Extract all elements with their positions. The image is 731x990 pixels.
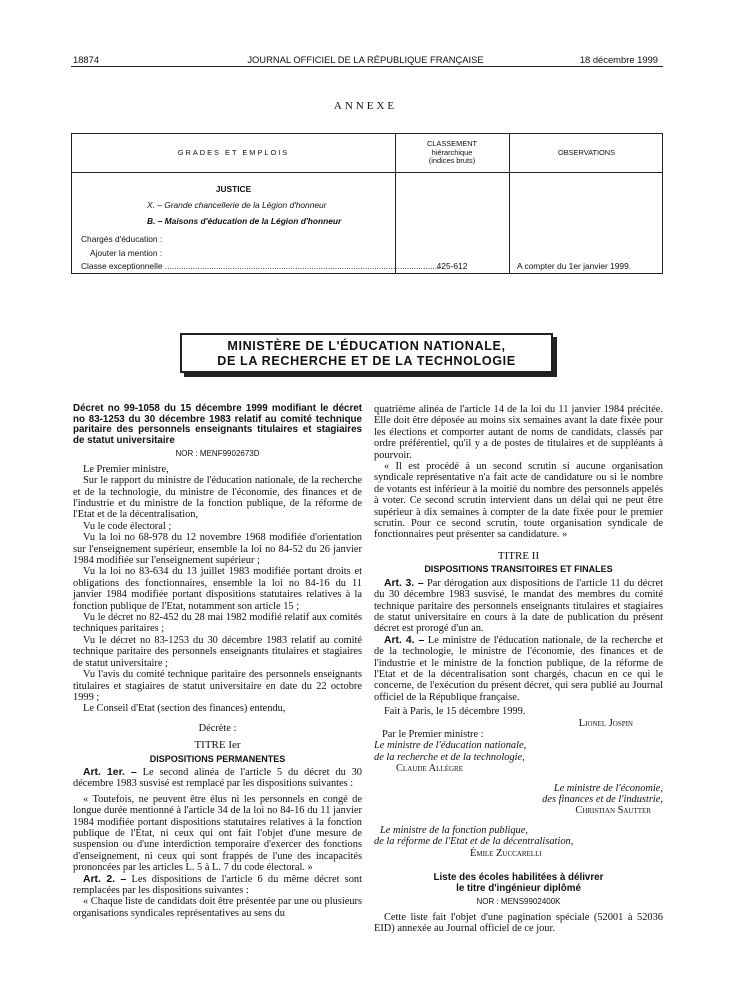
ministry-line-2: DE LA RECHERCHE ET DE LA TECHNOLOGIE xyxy=(217,354,516,368)
article-1 xyxy=(73,767,362,790)
article-3 xyxy=(374,578,663,635)
rapport-paragraph: Sur le rapport du ministre de l'éducation nationale, de la recherche et de la technologie, du ministre de l'économie, des finances et de l'industrie et du ministre de la fonction publique, de la réforme de l'Etat et de la décentralisation, xyxy=(73,475,362,521)
issue-date: 18 décembre 1999 xyxy=(579,54,658,65)
leader-dots: ...................................................................................................................... xyxy=(162,261,440,271)
minister-education-line-2: de la recherche et de la technologie, xyxy=(374,751,525,763)
signature-education: Claude Allègre xyxy=(396,763,464,775)
visa-5: Vu le décret no 83-1253 du 30 décembre 1983 relatif au comité technique paritaire des personnels enseignants titulaires et stagiaires de statut universitaire ; xyxy=(73,634,362,669)
article-4-label: Art. 4. – xyxy=(384,634,425,646)
ministry-box-inner xyxy=(181,334,552,372)
table-header-rule xyxy=(72,172,662,173)
article-4 xyxy=(374,635,663,703)
table-section-justice: JUSTICE xyxy=(215,184,252,194)
article-4-text: Le ministre de l'éducation nationale, de la recherche et de la technologie, le ministre de l'économie, des finances et de l'industrie et le ministre de la fonction publique, de la réforme de l'Etat et de la décentralisation sont chargés, chacun en ce qui le concerne, de l'exécution du présent décret, qui sera publié au Journal officiel de la République française. xyxy=(374,634,663,703)
article-1-text: Le second alinéa de l'article 5 du décret du 30 décembre 1983 susvisé est remplacé par les dispositions suivantes : xyxy=(73,766,362,790)
article-3-label: Art. 3. – xyxy=(384,577,424,589)
table-cell-observation: A compter du 1er janvier 1999. xyxy=(517,261,632,271)
article-2-continued: quatrième alinéa de l'article 14 de la loi du 11 janvier 1984 précitée. Elle doit être déposée au moins six semaines avant la date fixée pour les élections et comporter autant de noms de candidats, classés par ordre préférentiel, qu'il y a de postes de titulaires et de suppléants à pourvoir. xyxy=(374,404,663,461)
visa-7: Le Conseil d'Etat (section des finances) entendu, xyxy=(83,703,286,715)
classement-line-1: CLASSEMENT xyxy=(426,139,478,148)
table-subsection-b: B. – Maisons d'éducation de la Légion d'honneur xyxy=(147,216,342,226)
titre-2: TITRE II xyxy=(497,549,540,562)
classe-label: Classe exceptionnelle xyxy=(81,261,163,271)
article-2-text: Les dispositions de l'article 6 du même décret sont remplacées par les dispositions suivantes : xyxy=(73,873,362,896)
visa-6: Vu l'avis du comité technique paritaire des personnels enseignants titulaires et stagiaires de statut universitaire en date du 22 octobre 1999 ; xyxy=(73,669,362,703)
left-column xyxy=(73,404,362,919)
article-1-label: Art. 1er. – xyxy=(83,766,137,778)
minister-fp-line-1: Le ministre de la fonction publique, xyxy=(380,824,528,836)
article-2-label: Art. 2. – xyxy=(83,873,127,885)
table-header-observations: OBSERVATIONS xyxy=(557,148,616,157)
visa-1: Vu le code électoral ; xyxy=(83,520,172,532)
signature-fonction-publique: Émile Zuccarelli xyxy=(470,847,542,859)
article-3-text: Par dérogation aux dispositions de l'article 11 du décret du 30 décembre 1983 susvisé, le mandat des membres du comité technique paritaire des personnels enseignants titulaires et stagiaires de statut universitaire en cours à la date de publication du présent décret est prorogé d'un an. xyxy=(374,577,663,635)
liste-heading-2: le titre d'ingénieur diplômé xyxy=(456,882,581,894)
article-2-quote: « Chaque liste de candidats doit être présentée par une ou plusieurs organisations syndicales représentatives au sens du xyxy=(73,896,363,919)
article-1-quote: « Toutefois, ne peuvent être élus ni les personnels en congé de longue durée mentionné à l'article 34 de la loi no 84-16 du 11 janvier 1984 modifiée portant dispositions statutaires relatives à la fonction publique de l'Etat, ni ceux qui ont fait l'objet d'une mesure de suspension ou d'une interdiction temporaire d'exercer des fonctions d'enseignement, ni ceux qui sont frappés de l'une des incapacités prononcées par les articles L. 5 à L. 7 du code électoral. » xyxy=(73,793,362,874)
titre-2-subtitle: DISPOSITIONS TRANSITOIRES ET FINALES xyxy=(424,564,613,575)
page-number: 18874 xyxy=(73,54,100,65)
table-header-classement xyxy=(395,140,509,166)
classement-line-2: hiérarchique xyxy=(431,147,473,157)
titre-1: TITRE Ier xyxy=(194,739,241,752)
visa-3: Vu la loi no 83-634 du 13 juillet 1983 modifiée portant droits et obligations des fonctionnaires, ensemble la loi no 84-16 du 11 janvier 1984 modifiée portant dispositions statutaires relatives à la fonction publique de l'Etat, notamment son article 15 ; xyxy=(73,566,362,612)
liste-heading-1: Liste des écoles habilitées à délivrer xyxy=(433,872,604,884)
table-row-charges: Chargés d'éducation : xyxy=(81,234,163,244)
table-header-grades: GRADES ET EMPLOIS xyxy=(177,148,290,157)
annexe-title: ANNEXE xyxy=(333,100,398,112)
par-le-premier-ministre: Par le Premier ministre : xyxy=(382,728,484,740)
premier-ministre: Le Premier ministre, xyxy=(83,463,169,475)
classement-line-3: (indices bruts) xyxy=(428,156,476,166)
decret-heading: Décret no 99-1058 du 15 décembre 1999 modifiant le décret no 83-1253 du 30 décembre 1983 relatif au comité technique paritaire des personnels enseignants titulaires et stagiaires de statut universitaire xyxy=(73,403,362,446)
article-2-quote-2: « Il est procédé à un second scrutin si aucune organisation syndicale représentative n'a fait acte de candidature ou si le nombre de votants est inférieur à la moitié du nombre des personnels appelés à voter. Ce second scrutin intervient dans un délai qui ne peut être supérieur à dix semaines à compter de la date fixée pour le premier scrutin. Pour ce second scrutin, toute organisation syndicale de fonctionnaires peut présenter sa candidature. » xyxy=(374,461,663,541)
titre-1-subtitle: DISPOSITIONS PERMANENTES xyxy=(149,753,286,764)
right-column xyxy=(374,404,663,934)
ministry-box xyxy=(180,333,553,373)
table-row-classe xyxy=(81,261,440,271)
minister-education-line-1: Le ministre de l'éducation nationale, xyxy=(374,740,527,752)
annexe-table xyxy=(71,133,663,274)
minister-economie-line-1: Le ministre de l'économie, xyxy=(553,782,663,794)
liste-nor: NOR : MENS9902400K xyxy=(476,897,561,907)
decret-nor: NOR : MENF9902673D xyxy=(175,449,260,459)
table-row-ajouter: Ajouter la mention : xyxy=(90,248,163,258)
fait-a-paris: Fait à Paris, le 15 décembre 1999. xyxy=(384,706,526,718)
decrete: Décrète : xyxy=(198,722,237,734)
signature-economie: Christian Sautter xyxy=(575,805,651,817)
signature-premier-ministre: Lionel Jospin xyxy=(578,717,633,729)
header-rule xyxy=(71,66,663,67)
visa-4: Vu le décret no 82-452 du 28 mai 1982 modifié relatif aux comités techniques paritaires ; xyxy=(73,612,362,635)
journal-title: JOURNAL OFFICIEL DE LA RÉPUBLIQUE FRANÇAISE xyxy=(247,54,484,65)
minister-economie-line-2: des finances et de l'industrie, xyxy=(542,794,663,805)
minister-fp-line-2: de la réforme de l'Etat et de la décentralisation, xyxy=(374,836,574,848)
ministry-line-1: MINISTÈRE DE L'ÉDUCATION NATIONALE, xyxy=(227,339,506,353)
visa-2: Vu la loi no 68-978 du 12 novembre 1968 modifiée d'orientation sur l'enseignement supérieur, ensemble la loi no 84-52 du 26 janvier 1984 modifiée sur l'enseignement supérieur ; xyxy=(73,532,362,567)
article-2 xyxy=(73,874,362,897)
liste-text: Cette liste fait l'objet d'une pagination spéciale (52001 à 52036 EID) annexée au Journal officiel de ce jour. xyxy=(374,911,663,935)
table-cell-indices: 425-612 xyxy=(436,261,468,271)
table-subsection-x: X. – Grande chancellerie de la Légion d'honneur xyxy=(147,200,327,210)
